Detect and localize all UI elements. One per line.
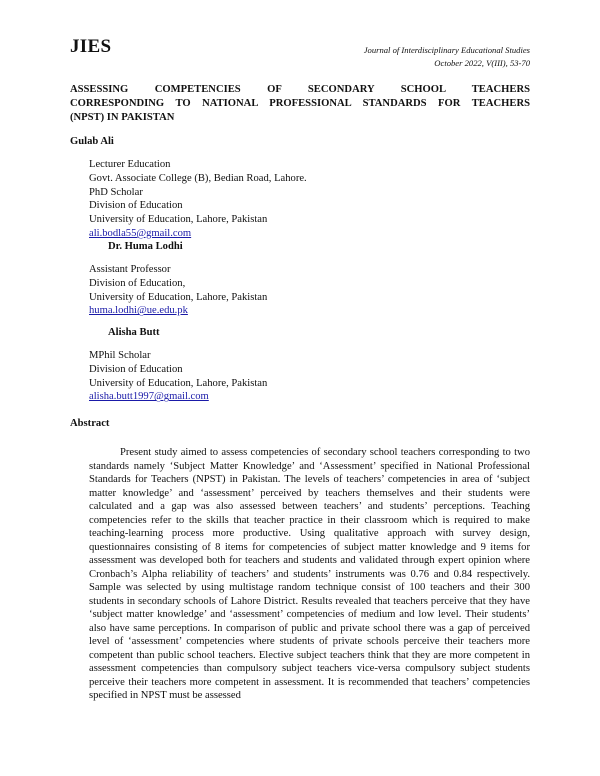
affiliation-line: Division of Education [89, 363, 183, 375]
paper-title [70, 83, 530, 125]
abstract-heading: Abstract [70, 418, 110, 429]
journal-logo: JIES [70, 36, 112, 57]
author-name-3: Alisha Butt [108, 327, 160, 338]
affiliation-line: Division of Education, [89, 277, 186, 289]
affiliation-line: PhD Scholar [89, 186, 143, 198]
author-affiliation-2 [89, 263, 267, 318]
affiliation-line: Govt. Associate College (B), Bedian Road, Lahore. [89, 172, 307, 184]
author-affiliation-1 [89, 158, 307, 241]
journal-name: Journal of Interdisciplinary Educational Studies [363, 45, 530, 55]
affiliation-line: University of Education, Lahore, Pakistan [89, 291, 268, 303]
journal-info [364, 44, 530, 69]
title-line-2: CORRESPONDING TO NATIONAL PROFESSIONAL STANDARDS FOR TEACHERS [70, 98, 530, 109]
abstract-text: Present study aimed to assess competencies of secondary school teachers corresponding to two standards namely ‘Subject Matter Knowledge’ and ‘Assessment’ specified in National Professional Standards for Teachers (NPST) in Pakistan. The levels of teachers’ competencies in area of ‘subject matter knowledge’ and ‘assessment’ perceived by teachers themselves and their students were calculated and a gap was also assessed between teachers’ and students’ perceptions. Teaching competencies refer to the skills that teacher practice in their classroom which is required to make teaching-learning process more productive. Using qualitative approach with survey design, questionnaires consisting of 8 items for competencies of subject matter knowledge and 9 items for assessment was developed both for teachers and students and validated through expert opinion where Cronbach’s Alpha reliability of teachers’ and students’ instruments was 0.76 and 0.84 respectively. Sample was selected by using multistage random technique consist of 100 teachers and their 300 students in secondary schools of Lahore District. Results revealed that teachers perceive that they have ‘subject matter knowledge’ and ‘assessment’ competencies of medium and low level. Their students’ also have same perceptions. In comparison of public and private school there was a gap of perceived level of ‘assessment’ competencies where students of private schools perceive their teachers more competent than public school teachers. Elective subject teachers think that they are more competent in assessment competencies than compulsory subject teachers vice-versa compulsory subject students perceive their teachers more competent in assessment. It is recommended that teachers’ competencies specified in NPST must be assessed [89, 447, 530, 701]
affiliation-line: University of Education, Lahore, Pakistan [89, 214, 268, 226]
author-email-1[interactable]: ali.bodla55@gmail.com [89, 227, 192, 239]
author-email-3[interactable]: alisha.butt1997@gmail.com [89, 391, 209, 403]
affiliation-line: Assistant Professor [89, 264, 171, 275]
title-line-3: (NPST) IN PAKISTAN [70, 112, 175, 123]
author-name-2: Dr. Huma Lodhi [108, 241, 183, 252]
author-name-1: Gulab Ali [70, 136, 114, 147]
affiliation-line: Division of Education [89, 200, 183, 212]
author-email-2[interactable]: huma.lodhi@ue.edu.pk [89, 305, 188, 317]
title-line-1: ASSESSING COMPETENCIES OF SECONDARY SCHOOL TEACHERS [70, 84, 530, 95]
affiliation-line: University of Education, Lahore, Pakistan [89, 377, 268, 389]
author-affiliation-3 [89, 349, 267, 404]
affiliation-line: Lecturer Education [89, 159, 171, 170]
affiliation-line: MPhil Scholar [89, 350, 151, 361]
journal-issue: October 2022, V(III), 53-70 [434, 57, 530, 68]
